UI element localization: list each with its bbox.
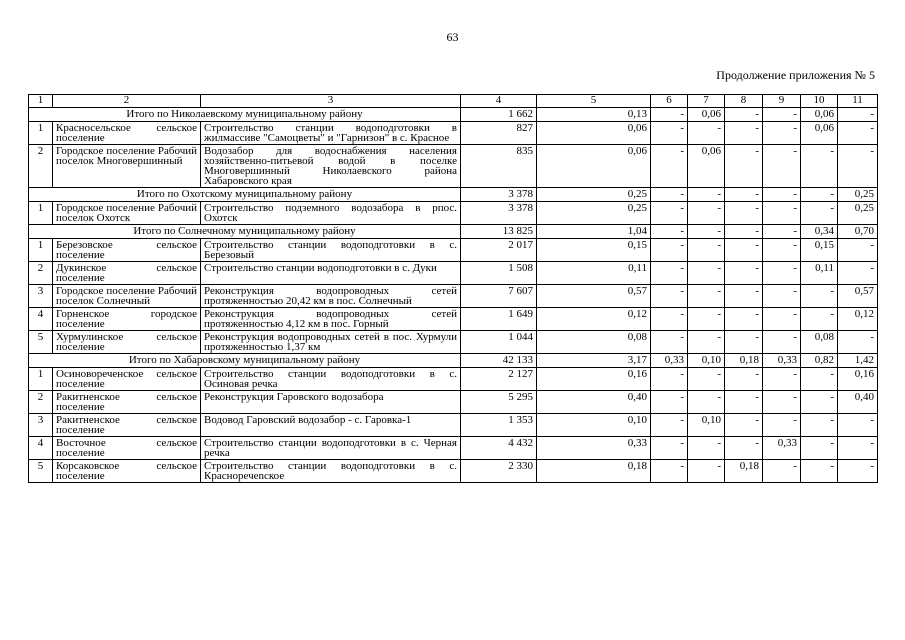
value-col-6: - — [651, 460, 688, 483]
column-header-8: 8 — [725, 95, 763, 108]
value-col-7: - — [688, 239, 725, 262]
settlement-name: Дукинское сельское поселение — [53, 262, 201, 285]
value-col-11: 0,25 — [838, 188, 878, 202]
value-col-9: - — [763, 262, 801, 285]
column-header-9: 9 — [763, 95, 801, 108]
value-col-10: 0,06 — [801, 122, 838, 145]
value-col-11: - — [838, 239, 878, 262]
value-col-5: 0,08 — [537, 331, 651, 354]
settlement-row — [29, 391, 878, 414]
project-description: Водовод Гаровский водозабор - с. Гаровка-1 — [201, 414, 461, 437]
value-col-10: - — [801, 188, 838, 202]
value-col-7: - — [688, 285, 725, 308]
value-col-9: - — [763, 331, 801, 354]
value-col-9: 0,33 — [763, 437, 801, 460]
appendix-table — [28, 94, 878, 483]
value-col-7: - — [688, 368, 725, 391]
settlement-name: Красносельское сельское поселение — [53, 122, 201, 145]
value-col-8: - — [725, 437, 763, 460]
column-header-7: 7 — [688, 95, 725, 108]
column-header-6: 6 — [651, 95, 688, 108]
row-number: 5 — [29, 460, 53, 483]
value-col-4: 2 127 — [461, 368, 537, 391]
value-col-10: - — [801, 414, 838, 437]
value-col-11: 0,16 — [838, 368, 878, 391]
column-header-11: 11 — [838, 95, 878, 108]
value-col-11: - — [838, 122, 878, 145]
value-col-7: - — [688, 391, 725, 414]
value-col-8: - — [725, 225, 763, 239]
row-number: 4 — [29, 437, 53, 460]
value-col-8: - — [725, 391, 763, 414]
value-col-9: - — [763, 202, 801, 225]
column-header-4: 4 — [461, 95, 537, 108]
value-col-6: - — [651, 331, 688, 354]
value-col-6: - — [651, 437, 688, 460]
value-col-8: - — [725, 188, 763, 202]
value-col-5: 3,17 — [537, 354, 651, 368]
project-description: Строительство станции водоподготовки в с. Дуки — [201, 262, 461, 285]
settlement-name: Восточное сельское поселение — [53, 437, 201, 460]
project-description: Строительство станции водоподготовки в с. Осиновая речка — [201, 368, 461, 391]
district-total-row — [29, 354, 878, 368]
value-col-4: 827 — [461, 122, 537, 145]
value-col-8: - — [725, 414, 763, 437]
value-col-6: - — [651, 414, 688, 437]
value-col-10: - — [801, 308, 838, 331]
value-col-8: - — [725, 308, 763, 331]
value-col-8: - — [725, 331, 763, 354]
value-col-4: 3 378 — [461, 202, 537, 225]
district-total-row — [29, 188, 878, 202]
row-number: 2 — [29, 145, 53, 188]
value-col-11: - — [838, 414, 878, 437]
value-col-7: - — [688, 308, 725, 331]
value-col-10: 0,15 — [801, 239, 838, 262]
value-col-9: - — [763, 239, 801, 262]
value-col-11: 0,25 — [838, 202, 878, 225]
value-col-6: - — [651, 122, 688, 145]
value-col-4: 835 — [461, 145, 537, 188]
value-col-6: - — [651, 285, 688, 308]
value-col-9: - — [763, 285, 801, 308]
value-col-9: - — [763, 391, 801, 414]
row-number: 2 — [29, 391, 53, 414]
value-col-6: 0,33 — [651, 354, 688, 368]
value-col-10: - — [801, 437, 838, 460]
value-col-10: 0,34 — [801, 225, 838, 239]
value-col-4: 2 017 — [461, 239, 537, 262]
value-col-4: 13 825 — [461, 225, 537, 239]
row-number: 5 — [29, 331, 53, 354]
project-description: Строительство станции водоподготовки в с. Березовый — [201, 239, 461, 262]
column-header-3: 3 — [201, 95, 461, 108]
project-description: Реконструкция Гаровского водозабора — [201, 391, 461, 414]
row-number: 4 — [29, 308, 53, 331]
row-number: 1 — [29, 122, 53, 145]
value-col-11: 0,70 — [838, 225, 878, 239]
settlement-name: Корсаковское сельское поселение — [53, 460, 201, 483]
project-description: Реконструкция водопроводных сетей протяженностью 20,42 км в пос. Солнечный — [201, 285, 461, 308]
settlement-name: Ракитненское сельское поселение — [53, 414, 201, 437]
value-col-9: 0,33 — [763, 354, 801, 368]
value-col-10: - — [801, 145, 838, 188]
value-col-7: - — [688, 437, 725, 460]
value-col-11: - — [838, 108, 878, 122]
value-col-7: - — [688, 262, 725, 285]
value-col-4: 2 330 — [461, 460, 537, 483]
settlement-row — [29, 262, 878, 285]
settlement-row — [29, 368, 878, 391]
value-col-5: 0,11 — [537, 262, 651, 285]
settlement-name: Горненское городское поселение — [53, 308, 201, 331]
value-col-7: 0,06 — [688, 108, 725, 122]
value-col-7: - — [688, 188, 725, 202]
settlement-row — [29, 122, 878, 145]
project-description: Строительство станции водоподготовки в жилмассиве "Самоцветы" и "Гарнизон" в с. Красное — [201, 122, 461, 145]
value-col-6: - — [651, 308, 688, 331]
district-total-label: Итого по Охотскому муниципальному району — [29, 188, 461, 202]
value-col-4: 1 353 — [461, 414, 537, 437]
value-col-4: 5 295 — [461, 391, 537, 414]
row-number: 1 — [29, 368, 53, 391]
value-col-6: - — [651, 225, 688, 239]
row-number: 3 — [29, 285, 53, 308]
value-col-4: 1 508 — [461, 262, 537, 285]
district-total-label: Итого по Хабаровскому муниципальному району — [29, 354, 461, 368]
table-header — [29, 95, 878, 108]
value-col-6: - — [651, 262, 688, 285]
row-number: 3 — [29, 414, 53, 437]
value-col-8: 0,18 — [725, 354, 763, 368]
settlement-row — [29, 437, 878, 460]
column-header-1: 1 — [29, 95, 53, 108]
value-col-5: 0,33 — [537, 437, 651, 460]
value-col-7: 0,10 — [688, 354, 725, 368]
value-col-8: 0,18 — [725, 460, 763, 483]
value-col-6: - — [651, 391, 688, 414]
settlement-name: Городское поселение Рабочий поселок Охотск — [53, 202, 201, 225]
value-col-9: - — [763, 188, 801, 202]
value-col-8: - — [725, 262, 763, 285]
value-col-4: 3 378 — [461, 188, 537, 202]
value-col-7: - — [688, 460, 725, 483]
project-description: Строительство станции водоподготовки в с. Черная речка — [201, 437, 461, 460]
row-number: 1 — [29, 239, 53, 262]
value-col-11: - — [838, 437, 878, 460]
value-col-9: - — [763, 122, 801, 145]
district-total-label: Итого по Николаевскому муниципальному району — [29, 108, 461, 122]
value-col-8: - — [725, 108, 763, 122]
settlement-row — [29, 285, 878, 308]
column-header-5: 5 — [537, 95, 651, 108]
value-col-11: 1,42 — [838, 354, 878, 368]
value-col-11: - — [838, 145, 878, 188]
value-col-9: - — [763, 145, 801, 188]
value-col-8: - — [725, 122, 763, 145]
project-description: Строительство станции водоподготовки в с. Красноречenское — [201, 460, 461, 483]
settlement-name: Березовское сельское поселение — [53, 239, 201, 262]
value-col-11: 0,40 — [838, 391, 878, 414]
table-body — [29, 108, 878, 483]
value-col-11: 0,57 — [838, 285, 878, 308]
row-number: 1 — [29, 202, 53, 225]
value-col-6: - — [651, 239, 688, 262]
project-description: Реконструкция водопроводных сетей протяженностью 4,12 км в пос. Горный — [201, 308, 461, 331]
value-col-9: - — [763, 368, 801, 391]
value-col-9: - — [763, 225, 801, 239]
value-col-8: - — [725, 202, 763, 225]
value-col-6: - — [651, 202, 688, 225]
value-col-11: - — [838, 262, 878, 285]
value-col-6: - — [651, 108, 688, 122]
value-col-11: - — [838, 331, 878, 354]
value-col-5: 1,04 — [537, 225, 651, 239]
value-col-5: 0,25 — [537, 202, 651, 225]
settlement-row — [29, 308, 878, 331]
value-col-4: 4 432 — [461, 437, 537, 460]
value-col-5: 0,40 — [537, 391, 651, 414]
settlement-row — [29, 460, 878, 483]
value-col-5: 0,16 — [537, 368, 651, 391]
value-col-4: 1 662 — [461, 108, 537, 122]
project-description: Водозабор для водоснабжения населения хозяйственно-питьевой водой в поселке Многовершинный Николаевского района Хабаровского края — [201, 145, 461, 188]
value-col-5: 0,15 — [537, 239, 651, 262]
settlement-row — [29, 145, 878, 188]
column-header-2: 2 — [53, 95, 201, 108]
settlement-name: Хурмулинское сельское поселение — [53, 331, 201, 354]
value-col-5: 0,13 — [537, 108, 651, 122]
value-col-5: 0,18 — [537, 460, 651, 483]
settlement-name: Осиновореченское сельское поселение — [53, 368, 201, 391]
value-col-9: - — [763, 414, 801, 437]
value-col-7: 0,10 — [688, 414, 725, 437]
value-col-8: - — [725, 368, 763, 391]
value-col-9: - — [763, 308, 801, 331]
value-col-4: 42 133 — [461, 354, 537, 368]
value-col-7: - — [688, 331, 725, 354]
value-col-7: - — [688, 122, 725, 145]
project-description: Реконструкция водопроводных сетей в пос. Хурмули протяженностью 1,37 км — [201, 331, 461, 354]
settlement-row — [29, 414, 878, 437]
value-col-11: 0,12 — [838, 308, 878, 331]
value-col-11: - — [838, 460, 878, 483]
value-col-5: 0,25 — [537, 188, 651, 202]
value-col-6: - — [651, 145, 688, 188]
value-col-8: - — [725, 285, 763, 308]
value-col-8: - — [725, 239, 763, 262]
settlement-row — [29, 239, 878, 262]
value-col-6: - — [651, 368, 688, 391]
value-col-9: - — [763, 460, 801, 483]
row-number: 2 — [29, 262, 53, 285]
district-total-row — [29, 108, 878, 122]
value-col-4: 7 607 — [461, 285, 537, 308]
value-col-7: 0,06 — [688, 145, 725, 188]
value-col-10: - — [801, 368, 838, 391]
value-col-10: - — [801, 202, 838, 225]
value-col-5: 0,57 — [537, 285, 651, 308]
value-col-10: 0,11 — [801, 262, 838, 285]
value-col-10: 0,06 — [801, 108, 838, 122]
value-col-5: 0,06 — [537, 122, 651, 145]
value-col-10: - — [801, 460, 838, 483]
settlement-name: Ракитненское сельское поселение — [53, 391, 201, 414]
value-col-10: 0,82 — [801, 354, 838, 368]
settlement-name: Городское поселение Рабочий поселок Многовершинный — [53, 145, 201, 188]
district-total-label: Итого по Солнечному муниципальному району — [29, 225, 461, 239]
project-description: Строительство подземного водозабора в рпос. Охотск — [201, 202, 461, 225]
value-col-4: 1 649 — [461, 308, 537, 331]
value-col-5: 0,10 — [537, 414, 651, 437]
value-col-10: 0,08 — [801, 331, 838, 354]
settlement-row — [29, 331, 878, 354]
column-header-10: 10 — [801, 95, 838, 108]
value-col-4: 1 044 — [461, 331, 537, 354]
value-col-7: - — [688, 225, 725, 239]
value-col-9: - — [763, 108, 801, 122]
value-col-10: - — [801, 285, 838, 308]
district-total-row — [29, 225, 878, 239]
value-col-5: 0,06 — [537, 145, 651, 188]
value-col-5: 0,12 — [537, 308, 651, 331]
page-number: 63 — [446, 30, 459, 44]
value-col-7: - — [688, 202, 725, 225]
settlement-row — [29, 202, 878, 225]
value-col-8: - — [725, 145, 763, 188]
value-col-10: - — [801, 391, 838, 414]
appendix-continuation-title: Продолжение приложения № 5 — [716, 68, 875, 82]
value-col-6: - — [651, 188, 688, 202]
settlement-name: Городское поселение Рабочий поселок Солнечный — [53, 285, 201, 308]
